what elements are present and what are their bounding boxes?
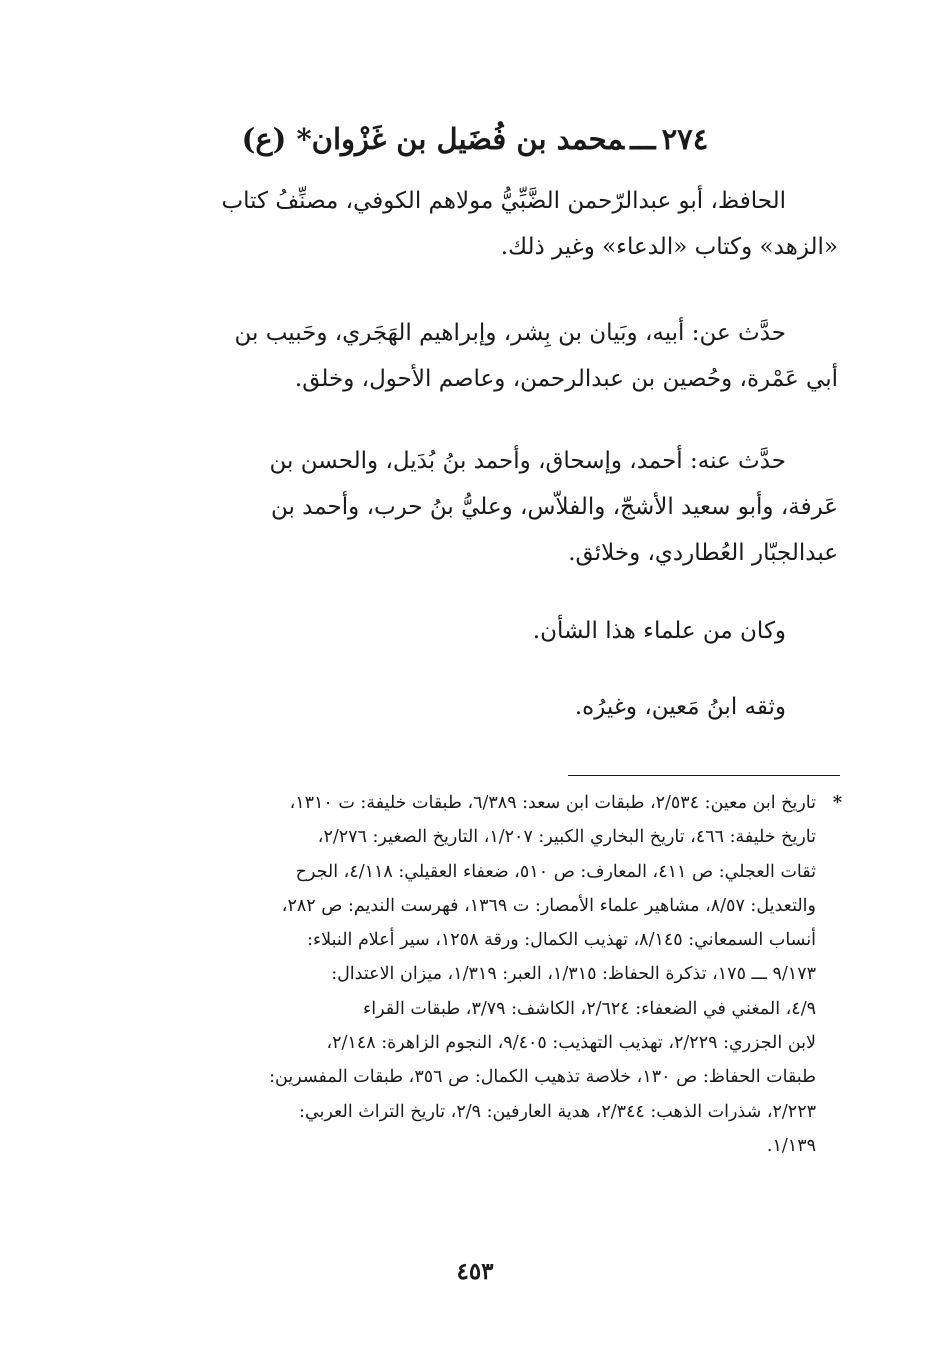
- paragraph-line: عبدالجبّار العُطاردي، وخلائق.: [568, 540, 838, 566]
- paragraph-line: حدَّث عنه: أحمد، وإسحاق، وأحمد بنُ بُدَيل، والحسن بن: [269, 448, 786, 474]
- paragraph-line: «الزهد» وكتاب «الدعاء» وغير ذلك.: [500, 234, 838, 260]
- footnote-line: لابن الجزري: ٢/٢٢٩، تهذيب التهذيب: ٩/٤٠٥، النجوم الزاهرة: ٢/١٤٨،: [326, 1033, 816, 1054]
- paragraph-description: [138, 178, 838, 270]
- footnote-marker: *: [832, 793, 842, 813]
- paragraph-line: أبي عَمْرة، وحُصين بن عبدالرحمن، وعاصم الأحول، وخلق.: [294, 366, 838, 392]
- paragraph-narrated-by: [138, 438, 838, 576]
- footnote-line: ١/١٣٩.: [766, 1135, 816, 1156]
- paragraph-narrated-from: [138, 310, 838, 402]
- entry-name: محمد بن فُضَيل بن غَزْوان*: [296, 122, 625, 156]
- footnote-line: والتعديل: ٨/٥٧، مشاهير علماء الأمصار: ت ١٣٦٩، فهرست النديم: ص ٢٨٢،: [281, 895, 816, 916]
- paragraph-line: وثقه ابنُ مَعين، وغيرُه.: [574, 694, 786, 720]
- paragraph-line: الحافظ، أبو عبدالرّحمن الضَّبِّيُّ مولاهم الكوفي، مصنِّفُ كتاب: [221, 188, 786, 214]
- footnote-text: تاريخ ابن معين: ٢/٥٣٤، طبقات ابن سعد: ٦/٣٨٩، طبقات خليفة: ت ١٣١٠،: [289, 793, 816, 813]
- page-number: ٤٥٣: [456, 1258, 494, 1285]
- footnote-line: طبقات الحفاظ: ص ١٣٠، خلاصة تذهيب الكمال: ص ٣٥٦، طبقات المفسرين:: [269, 1067, 816, 1088]
- paragraph-line: وكان من علماء هذا الشأن.: [532, 618, 786, 644]
- footnote-line: ٢/٢٢٣، شذرات الذهب: ٢/٣٤٤، هدية العارفين: ٢/٩، تاريخ التراث العربي:: [299, 1101, 816, 1122]
- paragraph-scholarship: [138, 608, 838, 654]
- paragraph-line: عَرفة، وأبو سعيد الأشجّ، والفلاّس، وعليُّ بنُ حرب، وأحمد بن: [270, 494, 838, 520]
- footnote-block: [138, 786, 842, 1163]
- footnote-line: ٤/٩، المغني في الضعفاء: ٢/٦٢٤، الكاشف: ٣/٧٩، طبقات القراء: [363, 998, 816, 1019]
- footnote-divider: [568, 775, 840, 776]
- footnote-line: ثقات العجلي: ص ٤١١، المعارف: ص ٥١٠، ضعفاء العقيلي: ٤/١١٨، الجرح: [295, 861, 816, 882]
- paragraph-trustworthiness: [138, 684, 838, 730]
- footnote-line: أنساب السمعاني: ٨/١٤٥، تهذيب الكمال: ورقة ١٢٥٨، سير أعلام النبلاء:: [307, 930, 816, 951]
- footnote-line: تاريخ خليفة: ٤٦٦، تاريخ البخاري الكبير: ١/٢٠٧، التاريخ الصغير: ٢/٢٧٦،: [317, 827, 816, 848]
- entry-code: (ع): [241, 122, 287, 156]
- entry-number: ٢٧٤: [661, 122, 709, 156]
- entry-heading: [140, 114, 810, 164]
- footnote-line: [138, 786, 842, 820]
- paragraph-line: حدَّث عن: أبيه، وبَيان بن بِشر، وإبراهيم الهَجَري، وحَبيب بن: [234, 320, 786, 346]
- entry-separator: ـــ: [630, 122, 656, 156]
- footnote-line: ٩/١٧٣ ـــ ١٧٥، تذكرة الحفاظ: ١/٣١٥، العبر: ١/٣١٩، ميزان الاعتدال:: [331, 964, 816, 985]
